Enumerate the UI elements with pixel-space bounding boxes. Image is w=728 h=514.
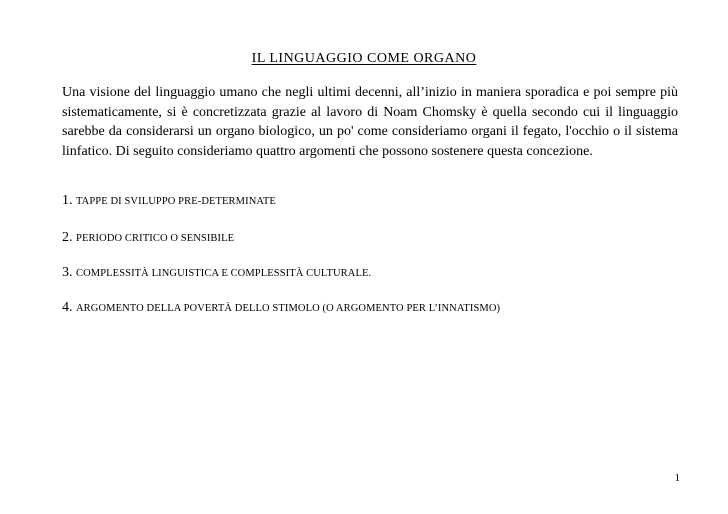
page-number: 1 xyxy=(674,472,680,484)
argument-4-label: ARGOMENTO DELLA POVERTÀ DELLO STIMOLO (O ARGOMENTO PER L’INNATISMO) xyxy=(76,303,501,314)
argument-1 xyxy=(62,192,678,211)
argument-3-label: COMPLESSITÀ LINGUISTICA E COMPLESSITÀ CULTURALE. xyxy=(76,268,372,279)
intro-paragraph: Una visione del linguaggio umano che negli ultimi decenni, all’inizio in maniera sporadica e poi sempre più sistematicamente, si è concretizzata grazie al lavoro di Noam Chomsky è quella secondo cui il linguaggio sarebbe da considerarsi un organo biologico, un po' come consideriamo organi il fegato, l'occhio o il sistema linfatico. Di seguito consideriamo quattro argomenti che possono sostenere questa concezione. xyxy=(62,85,678,159)
document-title: IL LINGUAGGIO COME ORGANO xyxy=(251,51,477,66)
argument-2-number: 2. xyxy=(62,230,73,245)
argument-1-label: TAPPE DI SVILUPPO PRE-DETERMINATE xyxy=(76,196,276,207)
argument-4 xyxy=(62,299,678,318)
argument-4-number: 4. xyxy=(62,300,73,315)
argument-3-number: 3. xyxy=(62,265,73,280)
argument-1-number: 1. xyxy=(62,193,73,208)
argument-2-label: PERIODO CRITICO O SENSIBILE xyxy=(76,233,235,244)
argument-3 xyxy=(62,264,678,283)
argument-2 xyxy=(62,229,678,248)
